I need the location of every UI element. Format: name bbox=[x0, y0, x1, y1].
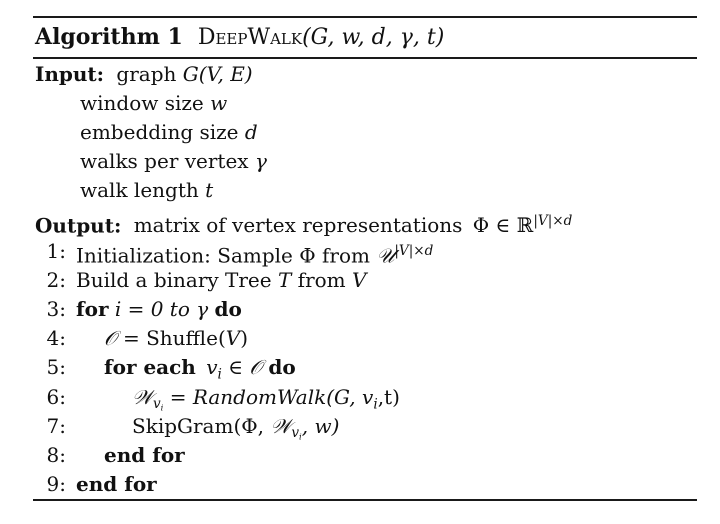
step-args: (G, v bbox=[326, 385, 374, 409]
step-keyword: for bbox=[76, 297, 109, 321]
step-line bbox=[0, 469, 720, 499]
step-var: T bbox=[277, 268, 292, 292]
step-keyword2: do bbox=[214, 297, 242, 321]
algorithm-params: (G, w, d, γ, t) bbox=[302, 25, 445, 50]
input-item-var: t bbox=[205, 178, 214, 202]
input-item-var: w bbox=[210, 91, 228, 115]
output-label: Output: bbox=[35, 213, 122, 238]
step-var: v bbox=[206, 355, 218, 379]
step-line bbox=[0, 352, 720, 382]
step-text: = bbox=[169, 385, 187, 409]
step-cal: 𝒲 bbox=[270, 414, 292, 438]
step-args-sub: i bbox=[373, 396, 378, 413]
input-label: Input: bbox=[35, 62, 105, 86]
step-line bbox=[0, 382, 720, 412]
step-cal: 𝒪 bbox=[104, 326, 117, 350]
step-text: Build a binary Tree bbox=[76, 268, 272, 292]
step-number: 7: bbox=[46, 414, 66, 438]
output-text: matrix of vertex representations bbox=[133, 213, 463, 238]
step-expr: i = 0 to γ bbox=[114, 297, 209, 321]
step-sub: i bbox=[217, 366, 222, 383]
input-item-var: d bbox=[244, 120, 258, 144]
step-number: 3: bbox=[46, 297, 66, 321]
output-line bbox=[35, 206, 572, 236]
step-args2: ,t) bbox=[377, 385, 400, 409]
step-cal: 𝒰 bbox=[376, 243, 395, 268]
step-sub-var: vi bbox=[152, 396, 164, 413]
step-var2: V bbox=[352, 268, 367, 292]
step-number: 2: bbox=[46, 268, 66, 292]
step-text2: ) bbox=[240, 326, 249, 350]
step-var: V bbox=[225, 326, 241, 350]
input-item-text: embedding size bbox=[80, 120, 239, 144]
step-line bbox=[0, 294, 720, 324]
step-text: Initialization: Sample Φ from bbox=[76, 243, 370, 268]
input-item bbox=[80, 88, 227, 118]
bottom-rule bbox=[33, 499, 697, 501]
input-item-text: walks per vertex bbox=[80, 149, 249, 173]
top-rule bbox=[33, 16, 697, 18]
input-item-var: γ bbox=[254, 149, 267, 173]
step-text: = Shuffle( bbox=[122, 326, 226, 350]
input-item-text: walk length bbox=[80, 178, 199, 202]
step-number: 9: bbox=[46, 472, 66, 496]
step-cal: 𝒪 bbox=[249, 355, 263, 379]
input-item bbox=[80, 175, 213, 205]
algorithm-name: DeepWalk bbox=[197, 25, 303, 50]
step-line bbox=[0, 265, 720, 295]
step-sub-var: vi bbox=[291, 425, 302, 442]
step-text: ∈ bbox=[228, 355, 244, 379]
step-number: 6: bbox=[46, 385, 66, 409]
output-expr: Φ ∈ ℝ bbox=[472, 213, 534, 238]
step-text: SkipGram(Φ, bbox=[132, 414, 265, 438]
step-text2: from bbox=[297, 268, 346, 292]
step-line bbox=[0, 323, 720, 353]
step-line bbox=[0, 236, 720, 266]
step-line bbox=[0, 411, 720, 441]
algorithm-label: Algorithm 1 bbox=[35, 24, 183, 50]
step-number: 1: bbox=[46, 239, 66, 263]
step-text2: , w) bbox=[301, 414, 340, 438]
step-number: 8: bbox=[46, 443, 66, 467]
step-keyword: end for bbox=[76, 472, 157, 496]
step-keyword: for each bbox=[104, 355, 196, 379]
output-sup: |V|×d bbox=[533, 213, 573, 229]
step-keyword2: do bbox=[268, 355, 296, 379]
input-item bbox=[80, 146, 267, 176]
algorithm-title bbox=[35, 22, 444, 52]
step-func: RandomWalk bbox=[192, 385, 327, 409]
step-number: 4: bbox=[46, 326, 66, 350]
step-line bbox=[0, 440, 720, 470]
input-graph-expr: G(V, E) bbox=[182, 62, 253, 86]
input-graph-text: graph bbox=[116, 62, 177, 86]
step-number: 5: bbox=[46, 355, 66, 379]
step-sup: |V|×d bbox=[394, 243, 434, 259]
step-keyword: end for bbox=[104, 443, 185, 467]
input-item-text: window size bbox=[80, 91, 204, 115]
input-item bbox=[80, 117, 258, 147]
input-line bbox=[35, 59, 253, 89]
step-cal: 𝒲 bbox=[132, 385, 153, 409]
